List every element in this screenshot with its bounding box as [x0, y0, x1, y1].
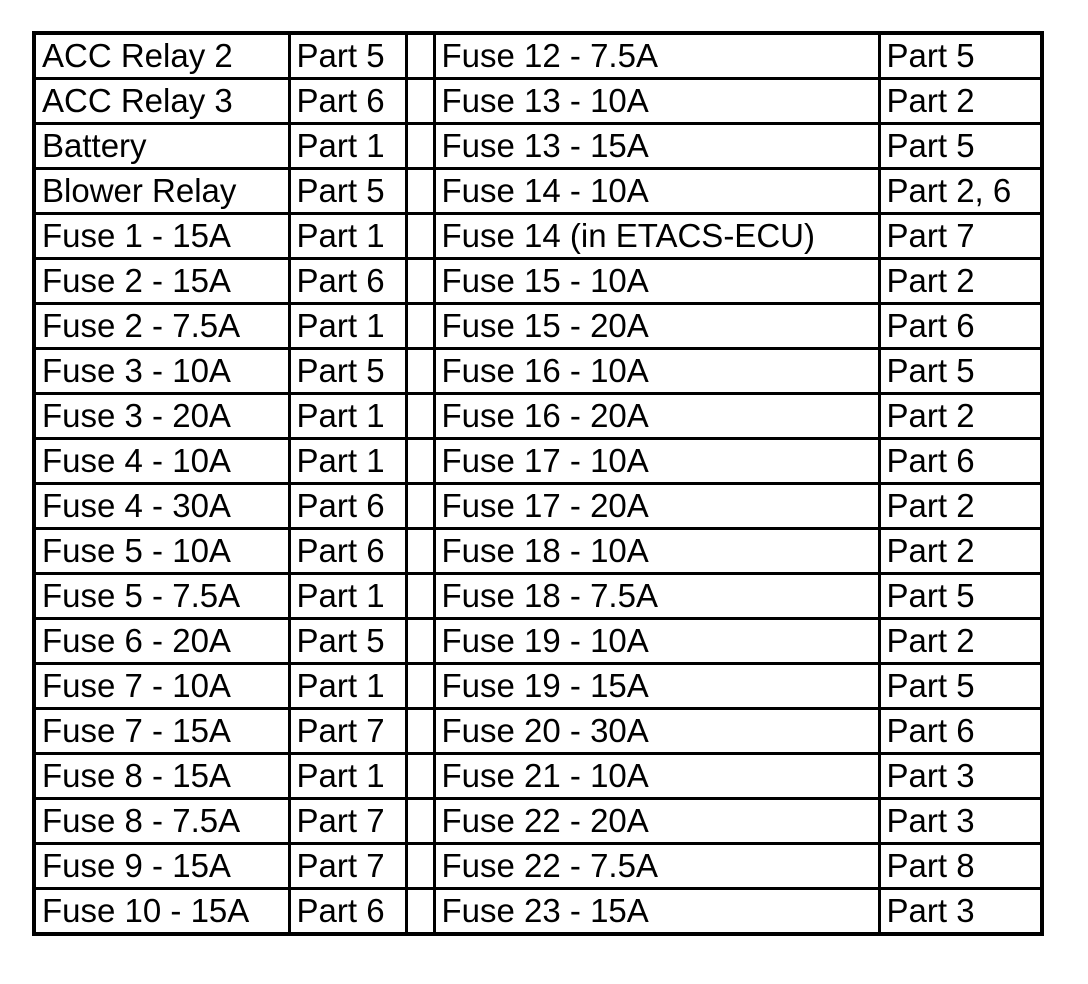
table-row — [34, 529, 1042, 574]
right-part-cell: Part 7 — [879, 214, 1042, 259]
table-row — [34, 214, 1042, 259]
left-part-cell: Part 5 — [289, 169, 406, 214]
right-part-cell: Part 2 — [879, 529, 1042, 574]
right-part-cell: Part 2 — [879, 484, 1042, 529]
table-row — [34, 349, 1042, 394]
column-gap — [406, 484, 434, 529]
table-row — [34, 484, 1042, 529]
fuse-index-table-body — [34, 33, 1042, 934]
left-item-cell: Fuse 7 - 10A — [34, 664, 289, 709]
table-row — [34, 664, 1042, 709]
column-gap — [406, 439, 434, 484]
column-gap — [406, 799, 434, 844]
left-item-cell: Fuse 4 - 30A — [34, 484, 289, 529]
right-item-cell: Fuse 14 (in ETACS-ECU) — [434, 214, 879, 259]
left-part-cell: Part 6 — [289, 79, 406, 124]
column-gap — [406, 619, 434, 664]
right-item-cell: Fuse 18 - 10A — [434, 529, 879, 574]
right-item-cell: Fuse 16 - 20A — [434, 394, 879, 439]
left-item-cell: Fuse 3 - 20A — [34, 394, 289, 439]
left-part-cell: Part 1 — [289, 574, 406, 619]
right-part-cell: Part 8 — [879, 844, 1042, 889]
right-item-cell: Fuse 13 - 10A — [434, 79, 879, 124]
right-item-cell: Fuse 23 - 15A — [434, 889, 879, 935]
table-row — [34, 394, 1042, 439]
left-item-cell: Battery — [34, 124, 289, 169]
table-row — [34, 259, 1042, 304]
column-gap — [406, 33, 434, 79]
column-gap — [406, 259, 434, 304]
left-item-cell: Fuse 2 - 7.5A — [34, 304, 289, 349]
left-part-cell: Part 7 — [289, 844, 406, 889]
right-item-cell: Fuse 20 - 30A — [434, 709, 879, 754]
table-row — [34, 574, 1042, 619]
column-gap — [406, 349, 434, 394]
column-gap — [406, 844, 434, 889]
right-part-cell: Part 6 — [879, 304, 1042, 349]
right-part-cell: Part 2 — [879, 619, 1042, 664]
right-part-cell: Part 2, 6 — [879, 169, 1042, 214]
table-row — [34, 844, 1042, 889]
left-part-cell: Part 7 — [289, 709, 406, 754]
left-part-cell: Part 1 — [289, 304, 406, 349]
right-item-cell: Fuse 16 - 10A — [434, 349, 879, 394]
table-row — [34, 754, 1042, 799]
column-gap — [406, 529, 434, 574]
right-part-cell: Part 2 — [879, 259, 1042, 304]
left-part-cell: Part 5 — [289, 349, 406, 394]
right-part-cell: Part 6 — [879, 439, 1042, 484]
left-part-cell: Part 1 — [289, 664, 406, 709]
left-item-cell: Fuse 1 - 15A — [34, 214, 289, 259]
column-gap — [406, 169, 434, 214]
column-gap — [406, 79, 434, 124]
left-item-cell: Fuse 3 - 10A — [34, 349, 289, 394]
column-gap — [406, 214, 434, 259]
left-item-cell: Blower Relay — [34, 169, 289, 214]
right-part-cell: Part 5 — [879, 33, 1042, 79]
table-row — [34, 889, 1042, 935]
right-item-cell: Fuse 18 - 7.5A — [434, 574, 879, 619]
table-row — [34, 169, 1042, 214]
column-gap — [406, 754, 434, 799]
left-item-cell: Fuse 5 - 10A — [34, 529, 289, 574]
right-item-cell: Fuse 19 - 10A — [434, 619, 879, 664]
table-row — [34, 799, 1042, 844]
left-item-cell: Fuse 4 - 10A — [34, 439, 289, 484]
column-gap — [406, 664, 434, 709]
left-part-cell: Part 1 — [289, 754, 406, 799]
column-gap — [406, 889, 434, 935]
fuse-index-table — [32, 31, 1044, 936]
left-part-cell: Part 7 — [289, 799, 406, 844]
table-row — [34, 439, 1042, 484]
right-item-cell: Fuse 22 - 20A — [434, 799, 879, 844]
table-row — [34, 304, 1042, 349]
left-part-cell: Part 6 — [289, 529, 406, 574]
left-part-cell: Part 5 — [289, 619, 406, 664]
table-row — [34, 619, 1042, 664]
left-part-cell: Part 1 — [289, 439, 406, 484]
right-part-cell: Part 3 — [879, 889, 1042, 935]
right-part-cell: Part 5 — [879, 664, 1042, 709]
left-part-cell: Part 6 — [289, 484, 406, 529]
table-row — [34, 124, 1042, 169]
right-item-cell: Fuse 17 - 10A — [434, 439, 879, 484]
table-row — [34, 79, 1042, 124]
left-part-cell: Part 1 — [289, 394, 406, 439]
right-item-cell: Fuse 17 - 20A — [434, 484, 879, 529]
column-gap — [406, 124, 434, 169]
left-item-cell: Fuse 7 - 15A — [34, 709, 289, 754]
left-item-cell: Fuse 2 - 15A — [34, 259, 289, 304]
column-gap — [406, 304, 434, 349]
left-item-cell: Fuse 5 - 7.5A — [34, 574, 289, 619]
left-part-cell: Part 6 — [289, 889, 406, 935]
column-gap — [406, 394, 434, 439]
left-part-cell: Part 6 — [289, 259, 406, 304]
left-part-cell: Part 1 — [289, 124, 406, 169]
table-row — [34, 33, 1042, 79]
right-item-cell: Fuse 13 - 15A — [434, 124, 879, 169]
right-part-cell: Part 5 — [879, 124, 1042, 169]
right-item-cell: Fuse 14 - 10A — [434, 169, 879, 214]
right-part-cell: Part 5 — [879, 349, 1042, 394]
table-row — [34, 709, 1042, 754]
left-item-cell: Fuse 8 - 7.5A — [34, 799, 289, 844]
right-part-cell: Part 2 — [879, 394, 1042, 439]
right-part-cell: Part 3 — [879, 799, 1042, 844]
right-item-cell: Fuse 12 - 7.5A — [434, 33, 879, 79]
right-part-cell: Part 6 — [879, 709, 1042, 754]
column-gap — [406, 709, 434, 754]
left-item-cell: Fuse 8 - 15A — [34, 754, 289, 799]
right-part-cell: Part 2 — [879, 79, 1042, 124]
left-item-cell: ACC Relay 2 — [34, 33, 289, 79]
right-item-cell: Fuse 21 - 10A — [434, 754, 879, 799]
left-item-cell: Fuse 6 - 20A — [34, 619, 289, 664]
right-item-cell: Fuse 22 - 7.5A — [434, 844, 879, 889]
left-part-cell: Part 5 — [289, 33, 406, 79]
left-item-cell: Fuse 10 - 15A — [34, 889, 289, 935]
right-part-cell: Part 5 — [879, 574, 1042, 619]
right-item-cell: Fuse 15 - 10A — [434, 259, 879, 304]
right-part-cell: Part 3 — [879, 754, 1042, 799]
left-item-cell: ACC Relay 3 — [34, 79, 289, 124]
right-item-cell: Fuse 15 - 20A — [434, 304, 879, 349]
left-part-cell: Part 1 — [289, 214, 406, 259]
column-gap — [406, 574, 434, 619]
right-item-cell: Fuse 19 - 15A — [434, 664, 879, 709]
left-item-cell: Fuse 9 - 15A — [34, 844, 289, 889]
